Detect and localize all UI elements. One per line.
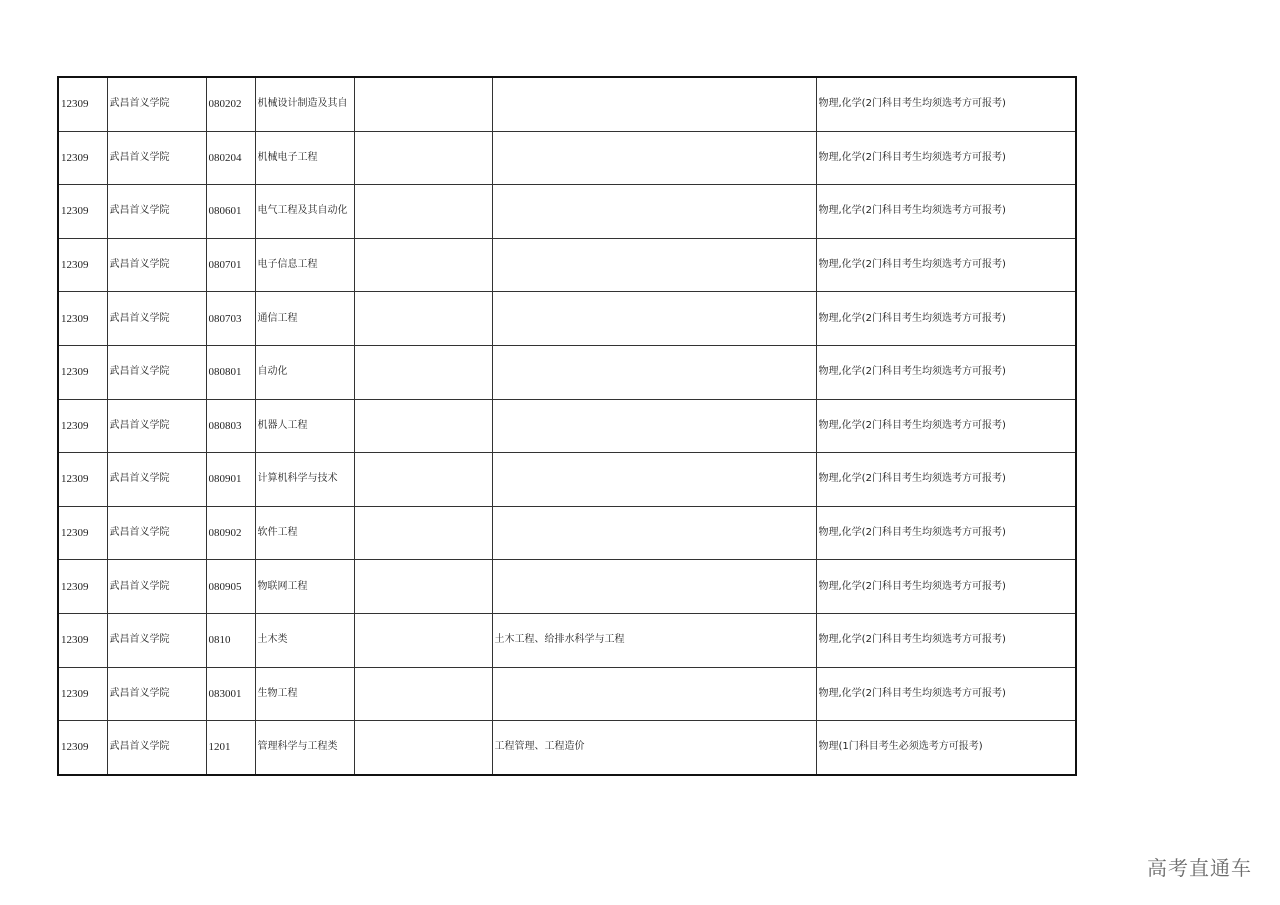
included-majors-cell bbox=[492, 238, 816, 292]
school-name-cell: 武昌首义学院 bbox=[107, 131, 206, 185]
subject-requirement-cell: 物理,化学(2门科目考生均须选考方可报考) bbox=[816, 506, 1076, 560]
empty-cell bbox=[354, 185, 492, 239]
included-majors-cell: 工程管理、工程造价 bbox=[492, 721, 816, 775]
subject-requirement-cell: 物理,化学(2门科目考生均须选考方可报考) bbox=[816, 131, 1076, 185]
major-code-cell: 080905 bbox=[206, 560, 255, 614]
table-row bbox=[58, 345, 1076, 399]
included-majors-cell bbox=[492, 453, 816, 507]
table-row bbox=[58, 292, 1076, 346]
subject-requirement-cell: 物理,化学(2门科目考生均须选考方可报考) bbox=[816, 667, 1076, 721]
major-name-cell: 机械电子工程 bbox=[255, 131, 354, 185]
subject-requirement-cell: 物理,化学(2门科目考生均须选考方可报考) bbox=[816, 77, 1076, 131]
major-name-cell: 土木类 bbox=[255, 613, 354, 667]
major-code-cell: 080902 bbox=[206, 506, 255, 560]
table-row bbox=[58, 721, 1076, 775]
table-body bbox=[58, 77, 1076, 775]
included-majors-cell bbox=[492, 131, 816, 185]
major-code-cell: 080801 bbox=[206, 345, 255, 399]
major-name-cell: 电子信息工程 bbox=[255, 238, 354, 292]
school-code-cell: 12309 bbox=[58, 721, 107, 775]
subject-requirement-cell: 物理,化学(2门科目考生均须选考方可报考) bbox=[816, 185, 1076, 239]
school-code-cell: 12309 bbox=[58, 399, 107, 453]
school-code-cell: 12309 bbox=[58, 77, 107, 131]
empty-cell bbox=[354, 613, 492, 667]
school-name-cell: 武昌首义学院 bbox=[107, 185, 206, 239]
included-majors-cell bbox=[492, 506, 816, 560]
subject-requirements-table bbox=[57, 76, 1077, 776]
included-majors-cell bbox=[492, 77, 816, 131]
school-name-cell: 武昌首义学院 bbox=[107, 77, 206, 131]
school-code-cell: 12309 bbox=[58, 506, 107, 560]
major-name-cell: 自动化 bbox=[255, 345, 354, 399]
table-row bbox=[58, 667, 1076, 721]
subject-requirement-cell: 物理,化学(2门科目考生均须选考方可报考) bbox=[816, 345, 1076, 399]
major-name-cell: 机械设计制造及其自 bbox=[255, 77, 354, 131]
empty-cell bbox=[354, 345, 492, 399]
major-code-cell: 0810 bbox=[206, 613, 255, 667]
school-code-cell: 12309 bbox=[58, 560, 107, 614]
empty-cell bbox=[354, 721, 492, 775]
major-name-cell: 机器人工程 bbox=[255, 399, 354, 453]
empty-cell bbox=[354, 667, 492, 721]
school-code-cell: 12309 bbox=[58, 185, 107, 239]
school-name-cell: 武昌首义学院 bbox=[107, 238, 206, 292]
school-code-cell: 12309 bbox=[58, 238, 107, 292]
subject-requirement-cell: 物理(1门科目考生必须选考方可报考) bbox=[816, 721, 1076, 775]
watermark-text: 高考直通车 bbox=[1147, 856, 1252, 880]
major-code-cell: 083001 bbox=[206, 667, 255, 721]
included-majors-cell bbox=[492, 185, 816, 239]
major-name-cell: 电气工程及其自动化 bbox=[255, 185, 354, 239]
school-code-cell: 12309 bbox=[58, 345, 107, 399]
subject-requirement-cell: 物理,化学(2门科目考生均须选考方可报考) bbox=[816, 399, 1076, 453]
empty-cell bbox=[354, 292, 492, 346]
table-row bbox=[58, 560, 1076, 614]
school-name-cell: 武昌首义学院 bbox=[107, 506, 206, 560]
school-name-cell: 武昌首义学院 bbox=[107, 721, 206, 775]
school-name-cell: 武昌首义学院 bbox=[107, 399, 206, 453]
major-name-cell: 生物工程 bbox=[255, 667, 354, 721]
table-row bbox=[58, 399, 1076, 453]
table-row bbox=[58, 506, 1076, 560]
subject-requirement-cell: 物理,化学(2门科目考生均须选考方可报考) bbox=[816, 560, 1076, 614]
included-majors-cell bbox=[492, 667, 816, 721]
included-majors-cell bbox=[492, 399, 816, 453]
major-code-cell: 080204 bbox=[206, 131, 255, 185]
school-name-cell: 武昌首义学院 bbox=[107, 613, 206, 667]
included-majors-cell bbox=[492, 345, 816, 399]
subject-requirement-cell: 物理,化学(2门科目考生均须选考方可报考) bbox=[816, 453, 1076, 507]
table-row bbox=[58, 77, 1076, 131]
empty-cell bbox=[354, 399, 492, 453]
table-row bbox=[58, 238, 1076, 292]
table-row bbox=[58, 453, 1076, 507]
empty-cell bbox=[354, 506, 492, 560]
empty-cell bbox=[354, 560, 492, 614]
school-code-cell: 12309 bbox=[58, 667, 107, 721]
table-row bbox=[58, 185, 1076, 239]
school-name-cell: 武昌首义学院 bbox=[107, 292, 206, 346]
major-code-cell: 080901 bbox=[206, 453, 255, 507]
table-row bbox=[58, 131, 1076, 185]
major-code-cell: 080803 bbox=[206, 399, 255, 453]
school-name-cell: 武昌首义学院 bbox=[107, 560, 206, 614]
major-code-cell: 1201 bbox=[206, 721, 255, 775]
subject-requirement-cell: 物理,化学(2门科目考生均须选考方可报考) bbox=[816, 613, 1076, 667]
empty-cell bbox=[354, 131, 492, 185]
included-majors-cell bbox=[492, 560, 816, 614]
school-code-cell: 12309 bbox=[58, 453, 107, 507]
major-code-cell: 080701 bbox=[206, 238, 255, 292]
empty-cell bbox=[354, 77, 492, 131]
school-code-cell: 12309 bbox=[58, 292, 107, 346]
empty-cell bbox=[354, 238, 492, 292]
included-majors-cell: 土木工程、给排水科学与工程 bbox=[492, 613, 816, 667]
school-name-cell: 武昌首义学院 bbox=[107, 667, 206, 721]
school-name-cell: 武昌首义学院 bbox=[107, 345, 206, 399]
table-row bbox=[58, 613, 1076, 667]
school-name-cell: 武昌首义学院 bbox=[107, 453, 206, 507]
school-code-cell: 12309 bbox=[58, 613, 107, 667]
empty-cell bbox=[354, 453, 492, 507]
major-name-cell: 软件工程 bbox=[255, 506, 354, 560]
school-code-cell: 12309 bbox=[58, 131, 107, 185]
major-code-cell: 080202 bbox=[206, 77, 255, 131]
major-code-cell: 080703 bbox=[206, 292, 255, 346]
subject-requirement-cell: 物理,化学(2门科目考生均须选考方可报考) bbox=[816, 238, 1076, 292]
major-name-cell: 物联网工程 bbox=[255, 560, 354, 614]
major-name-cell: 计算机科学与技术 bbox=[255, 453, 354, 507]
subject-requirement-cell: 物理,化学(2门科目考生均须选考方可报考) bbox=[816, 292, 1076, 346]
major-name-cell: 通信工程 bbox=[255, 292, 354, 346]
included-majors-cell bbox=[492, 292, 816, 346]
major-code-cell: 080601 bbox=[206, 185, 255, 239]
major-name-cell: 管理科学与工程类 bbox=[255, 721, 354, 775]
